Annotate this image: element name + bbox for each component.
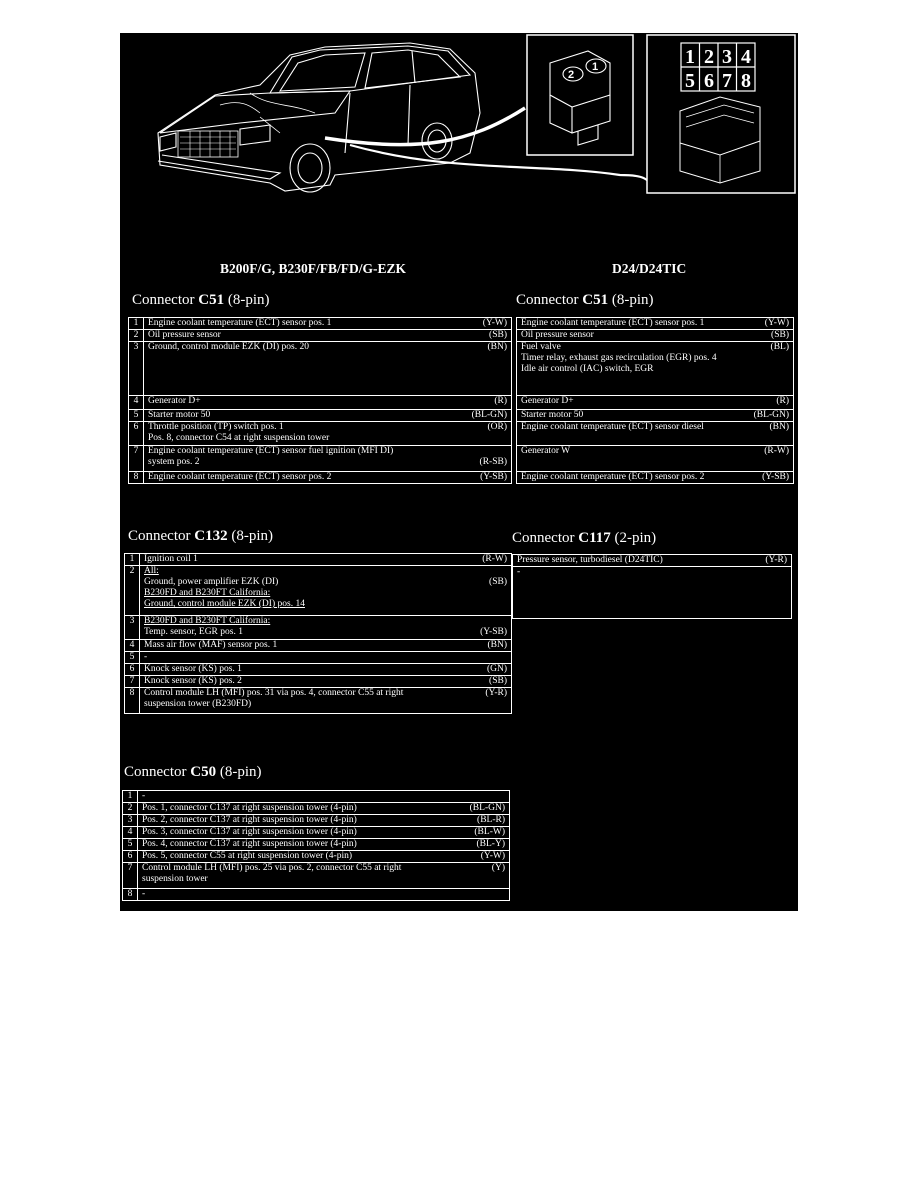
pin-number: 7	[125, 676, 140, 688]
pin-description: Ignition coil 1	[144, 554, 198, 564]
c50-table	[122, 790, 510, 901]
wire-color-code: (SB)	[489, 577, 507, 587]
pin-description: Engine coolant temperature (ECT) sensor pos. 1	[148, 318, 332, 328]
wire-color-code: (SB)	[489, 676, 507, 686]
pin-description-cell	[513, 567, 792, 619]
table-row	[129, 342, 512, 396]
plug2-label-1: 1	[592, 61, 599, 73]
pin-description: system pos. 2	[148, 457, 200, 467]
wire-color-code: (BN)	[769, 422, 789, 432]
pin-description-cell	[138, 803, 510, 815]
pin-description-cell	[138, 827, 510, 839]
wire-color-code: (Y)	[491, 863, 505, 873]
wire-color-code: (R-W)	[482, 554, 507, 564]
wire-color-code: (R)	[494, 396, 507, 406]
wire-color-code: (R-W)	[764, 446, 789, 456]
c51-diesel-title: Connector C51 (8-pin)	[516, 292, 654, 308]
pin-description-cell	[517, 342, 794, 396]
pin-number: 7	[123, 863, 138, 889]
pin-description: Ground, power amplifier EZK (DI)	[144, 577, 279, 587]
pin-description-cell	[144, 446, 512, 472]
table-row	[123, 803, 510, 815]
table-row	[517, 318, 794, 330]
table-row	[517, 472, 794, 484]
pin-description: Engine coolant temperature (ECT) sensor diesel	[521, 422, 704, 432]
pin-number: 2	[125, 566, 140, 616]
pin-description-cell	[513, 555, 792, 567]
c51-petrol-table	[128, 317, 512, 484]
table-row	[123, 815, 510, 827]
c117-table	[512, 554, 792, 619]
pin-description-cell	[140, 688, 512, 714]
table-row	[125, 688, 512, 714]
pin-description: Throttle position (TP) switch pos. 1	[148, 422, 284, 432]
pin-description: Idle air control (IAC) switch, EGR	[521, 364, 654, 374]
pin-description: Mass air flow (MAF) sensor pos. 1	[144, 640, 278, 650]
plug2-label-2: 2	[568, 69, 575, 81]
wire-color-code: (SB)	[489, 330, 507, 340]
table-row	[129, 410, 512, 422]
pin-description-cell	[138, 791, 510, 803]
table-row	[517, 422, 794, 446]
pin-number: 5	[125, 652, 140, 664]
pin-description: Generator D+	[521, 396, 574, 406]
pin-description: Control module LH (MFI) pos. 31 via pos. 4, connector C55 at right	[144, 688, 404, 698]
wire-color-code: (Y-SB)	[480, 472, 507, 482]
pin-description: Engine coolant temperature (ECT) sensor pos. 1	[521, 318, 705, 328]
pin-description: Temp. sensor, EGR pos. 1	[144, 627, 243, 637]
table-row	[123, 889, 510, 901]
pin-description: Engine coolant temperature (ECT) sensor pos. 2	[521, 472, 705, 482]
table-row	[129, 318, 512, 330]
pin-number: 6	[125, 664, 140, 676]
pin-description: Pos. 1, connector C137 at right suspension tower (4-pin)	[142, 803, 357, 813]
c132-title: Connector C132 (8-pin)	[128, 528, 273, 544]
pin-description: Pos. 3, connector C137 at right suspension tower (4-pin)	[142, 827, 357, 837]
wire-color-code: (BL-Y)	[476, 839, 505, 849]
wire-color-code: (BL-GN)	[471, 410, 507, 420]
pin-number: 3	[123, 815, 138, 827]
wire-color-code: (Y-W)	[482, 318, 507, 328]
pin-description: All:	[144, 566, 159, 576]
pin-description: -	[517, 567, 521, 577]
plug8-label-7: 7	[722, 70, 732, 92]
wire-color-code: (BN)	[487, 640, 507, 650]
pin-description-cell	[140, 652, 512, 664]
plug8-label-8: 8	[741, 70, 751, 92]
pin-description-cell	[517, 446, 794, 472]
wire-color-code: (Y-R)	[485, 688, 507, 698]
pin-description: Pos. 2, connector C137 at right suspension tower (4-pin)	[142, 815, 357, 825]
c132-table	[124, 553, 512, 714]
table-row	[517, 410, 794, 422]
pin-description-cell	[517, 472, 794, 484]
pin-description-cell	[138, 863, 510, 889]
plug8-label-6: 6	[704, 70, 714, 92]
table-row	[125, 664, 512, 676]
pin-number: 5	[123, 839, 138, 851]
pin-description-cell	[144, 342, 512, 396]
table-row	[517, 330, 794, 342]
wire-color-code: (SB)	[771, 330, 789, 340]
pin-number: 2	[123, 803, 138, 815]
pin-description-cell	[138, 851, 510, 863]
pin-description: B230FD and B230FT California:	[144, 588, 271, 598]
pin-description: -	[142, 791, 146, 801]
pin-description-cell	[144, 422, 512, 446]
pin-description-cell	[144, 318, 512, 330]
pin-description-cell	[517, 330, 794, 342]
table-row	[125, 554, 512, 566]
plug8-label-5: 5	[685, 70, 695, 92]
pin-description-cell	[517, 318, 794, 330]
wire-color-code: (BL-W)	[474, 827, 505, 837]
pin-description-cell	[144, 410, 512, 422]
c117-title: Connector C117 (2-pin)	[512, 530, 657, 546]
c51-diesel-table	[516, 317, 794, 484]
pin-number: 3	[125, 616, 140, 640]
table-row	[517, 446, 794, 472]
pin-description: Pos. 5, connector C55 at right suspension tower (4-pin)	[142, 851, 353, 861]
pin-number: 6	[123, 851, 138, 863]
pin-number: 5	[129, 410, 144, 422]
pin-description: Ground, control module EZK (DI) pos. 14	[144, 599, 305, 609]
pin-description-cell	[140, 640, 512, 652]
plug8-label-2: 2	[704, 46, 714, 68]
pin-number: 8	[129, 472, 144, 484]
pin-number: 1	[129, 318, 144, 330]
table-row	[125, 616, 512, 640]
pin-description: Generator D+	[148, 396, 201, 406]
pin-description-cell	[144, 330, 512, 342]
table-row	[125, 652, 512, 664]
pin-number: 8	[123, 889, 138, 901]
pin-description: suspension tower (B230FD)	[144, 699, 252, 709]
pin-number: 4	[129, 396, 144, 410]
pin-number: 4	[125, 640, 140, 652]
pin-number: 1	[123, 791, 138, 803]
pin-description: Engine coolant temperature (ECT) sensor fuel ignition (MFI DI)	[148, 446, 394, 456]
wire-color-code: (Y-R)	[765, 555, 787, 565]
wire-color-code: (Y-W)	[480, 851, 505, 861]
pin-number: 1	[125, 554, 140, 566]
table-row	[129, 396, 512, 410]
pin-description: -	[142, 889, 146, 899]
pin-number: 6	[129, 422, 144, 446]
wire-color-code: (Y-SB)	[762, 472, 789, 482]
pin-description-cell	[144, 472, 512, 484]
pin-number: 2	[129, 330, 144, 342]
pin-number: 3	[129, 342, 144, 396]
pin-description-cell	[517, 410, 794, 422]
pin-description: Oil pressure sensor	[148, 330, 221, 340]
car-illustration	[120, 33, 798, 263]
pin-description-cell	[138, 839, 510, 851]
table-row	[129, 446, 512, 472]
wire-color-code: (BN)	[487, 342, 507, 352]
pin-description: Oil pressure sensor	[521, 330, 594, 340]
pin-description: Engine coolant temperature (ECT) sensor pos. 2	[148, 472, 332, 482]
wire-color-code: (R)	[776, 396, 789, 406]
table-row	[123, 863, 510, 889]
wire-color-code: (BL)	[770, 342, 789, 352]
table-row	[129, 422, 512, 446]
wire-color-code: (OR)	[487, 422, 507, 432]
table-row	[513, 555, 792, 567]
table-row	[517, 342, 794, 396]
pin-number: 7	[129, 446, 144, 472]
wire-color-code: (BL-R)	[477, 815, 505, 825]
pin-description-cell	[140, 554, 512, 566]
pin-description: Pressure sensor, turbodiesel (D24TIC)	[517, 555, 663, 565]
pin-description: Generator W	[521, 446, 571, 456]
table-row	[513, 567, 792, 619]
pin-description-cell	[140, 676, 512, 688]
wire-color-code: (R-SB)	[479, 457, 507, 467]
table-row	[123, 827, 510, 839]
wire-color-code: (BL-GN)	[753, 410, 789, 420]
pin-description: Timer relay, exhaust gas recirculation (EGR) pos. 4	[521, 353, 717, 363]
pin-description-cell	[140, 616, 512, 640]
pin-description: Starter motor 50	[148, 410, 211, 420]
pin-number: 4	[123, 827, 138, 839]
plug8-label-3: 3	[722, 46, 732, 68]
pin-description: Pos. 8, connector C54 at right suspension tower	[148, 433, 330, 443]
table-row	[125, 640, 512, 652]
wiring-diagram-page	[120, 33, 798, 911]
pin-description: Fuel valve	[521, 342, 561, 352]
wire-color-code: (GN)	[486, 664, 507, 674]
pin-description-cell	[517, 422, 794, 446]
engine-title-diesel: D24/D24TIC	[612, 261, 687, 276]
pin-description: -	[144, 652, 148, 662]
table-row	[123, 791, 510, 803]
table-row	[125, 566, 512, 616]
table-row	[125, 676, 512, 688]
wire-color-code: (BL-GN)	[469, 803, 505, 813]
pin-description-cell	[140, 664, 512, 676]
pin-description-cell	[517, 396, 794, 410]
pin-description: Control module LH (MFI) pos. 25 via pos. 2, connector C55 at right	[142, 863, 402, 873]
pin-description-cell	[144, 396, 512, 410]
table-row	[129, 472, 512, 484]
c51-petrol-title: Connector C51 (8-pin)	[132, 292, 270, 308]
engine-title-petrol: B200F/G, B230F/FB/FD/G-EZK	[220, 261, 407, 276]
pin-description: Pos. 4, connector C137 at right suspension tower (4-pin)	[142, 839, 357, 849]
pin-description: Knock sensor (KS) pos. 1	[144, 664, 242, 674]
pin-description: Knock sensor (KS) pos. 2	[144, 676, 242, 686]
table-row	[517, 396, 794, 410]
pin-description: suspension tower	[142, 874, 208, 884]
pin-description: Ground, control module EZK (DI) pos. 20	[148, 342, 309, 352]
table-row	[123, 839, 510, 851]
plug8-label-1: 1	[685, 46, 695, 68]
pin-description-cell	[140, 566, 512, 616]
pin-description: Starter motor 50	[521, 410, 584, 420]
pin-number: 8	[125, 688, 140, 714]
plug8-label-4: 4	[741, 46, 751, 68]
table-row	[129, 330, 512, 342]
table-row	[123, 851, 510, 863]
pin-description-cell	[138, 815, 510, 827]
pin-description: B230FD and B230FT California:	[144, 616, 271, 626]
wire-color-code: (Y-W)	[764, 318, 789, 328]
wire-color-code: (Y-SB)	[480, 627, 507, 637]
pin-description-cell	[138, 889, 510, 901]
c50-title: Connector C50 (8-pin)	[124, 764, 262, 780]
